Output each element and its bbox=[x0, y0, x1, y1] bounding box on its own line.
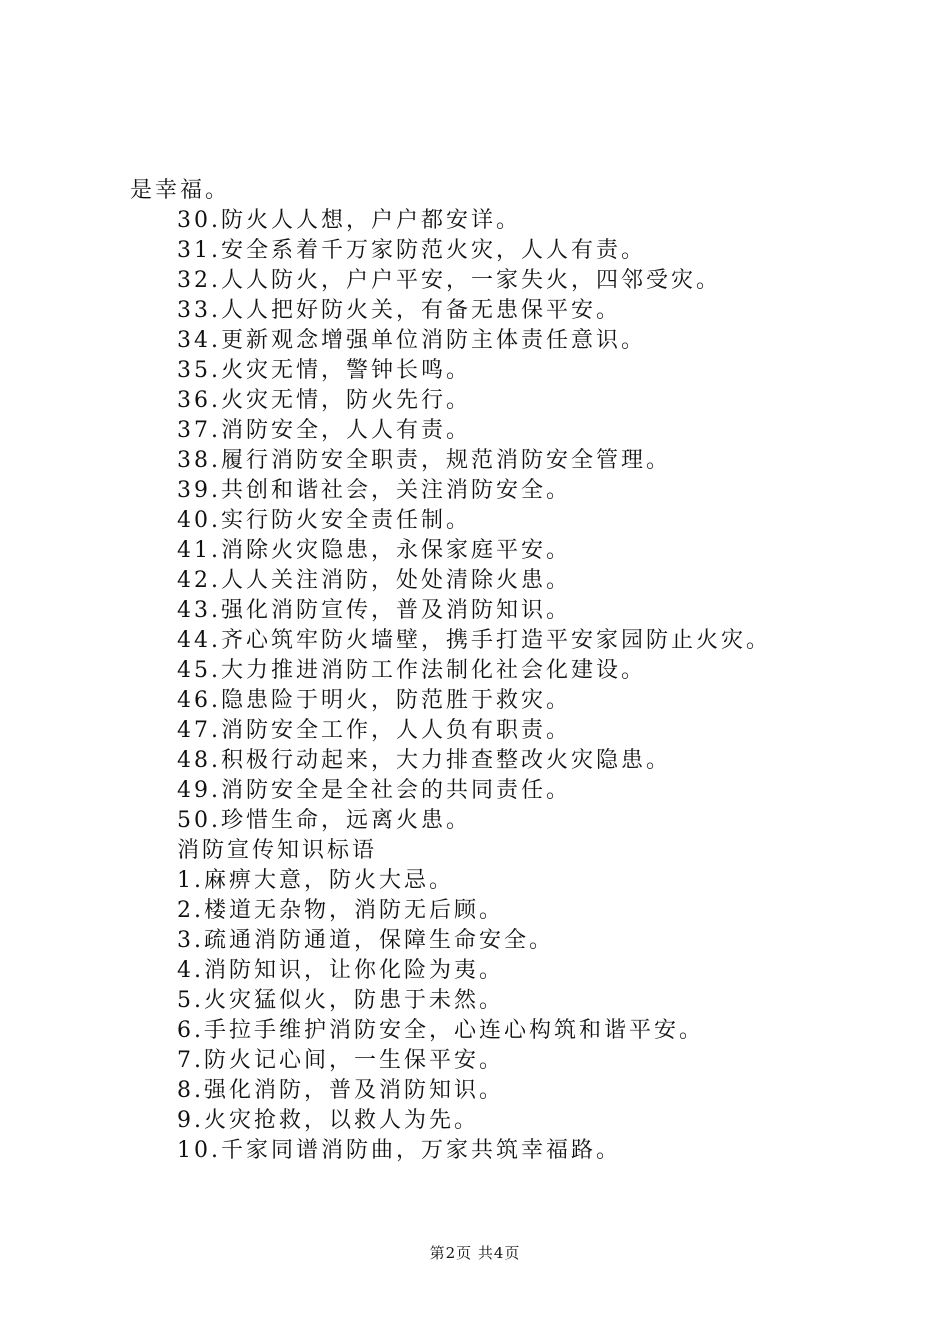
slogan-item: 35.火灾无情，警钟长鸣。 bbox=[177, 358, 471, 383]
page-footer: 第2页 共4页 bbox=[429, 1244, 521, 1262]
slogan-item: 3.疏通消防通道，保障生命安全。 bbox=[177, 928, 554, 953]
slogan-item: 48.积极行动起来，大力排查整改火灾隐患。 bbox=[177, 748, 671, 773]
slogan-item: 32.人人防火，户户平安，一家失火，四邻受灾。 bbox=[177, 268, 721, 293]
slogan-item: 47.消防安全工作，人人负有职责。 bbox=[177, 718, 571, 743]
continuation-text: 是幸福。 bbox=[130, 178, 231, 203]
slogan-item: 4.消防知识，让你化险为夷。 bbox=[177, 958, 504, 983]
slogan-item: 41.消除火灾隐患，永保家庭平安。 bbox=[177, 538, 571, 563]
slogan-item: 8.强化消防，普及消防知识。 bbox=[177, 1078, 504, 1103]
slogan-item: 2.楼道无杂物，消防无后顾。 bbox=[177, 898, 504, 923]
slogan-item: 46.隐患险于明火，防范胜于救灾。 bbox=[177, 688, 571, 713]
slogan-item: 6.手拉手维护消防安全，心连心构筑和谐平安。 bbox=[177, 1018, 704, 1043]
slogan-item: 44.齐心筑牢防火墙壁，携手打造平安家园防止火灾。 bbox=[177, 628, 771, 653]
slogan-item: 45.大力推进消防工作法制化社会化建设。 bbox=[177, 658, 646, 683]
slogan-item: 50.珍惜生命，远离火患。 bbox=[177, 808, 471, 833]
section-title: 消防宣传知识标语 bbox=[177, 838, 378, 863]
slogan-item: 34.更新观念增强单位消防主体责任意识。 bbox=[177, 328, 646, 353]
slogan-item: 5.火灾猛似火，防患于未然。 bbox=[177, 988, 504, 1013]
slogan-item: 10.千家同谱消防曲，万家共筑幸福路。 bbox=[177, 1138, 621, 1163]
slogan-item: 30.防火人人想，户户都安详。 bbox=[177, 208, 521, 233]
slogan-item: 42.人人关注消防，处处清除火患。 bbox=[177, 568, 571, 593]
slogan-item: 43.强化消防宣传，普及消防知识。 bbox=[177, 598, 571, 623]
slogan-item: 36.火灾无情，防火先行。 bbox=[177, 388, 471, 413]
slogan-item: 33.人人把好防火关，有备无患保平安。 bbox=[177, 298, 621, 323]
slogan-item: 9.火灾抢救，以救人为先。 bbox=[177, 1108, 479, 1133]
slogan-item: 40.实行防火安全责任制。 bbox=[177, 508, 471, 533]
slogan-item: 49.消防安全是全社会的共同责任。 bbox=[177, 778, 571, 803]
slogan-item: 37.消防安全，人人有责。 bbox=[177, 418, 471, 443]
slogan-item: 39.共创和谐社会，关注消防安全。 bbox=[177, 478, 571, 503]
slogan-item: 7.防火记心间，一生保平安。 bbox=[177, 1048, 504, 1073]
slogan-item: 1.麻痹大意，防火大忌。 bbox=[177, 868, 454, 893]
slogan-item: 31.安全系着千万家防范火灾，人人有责。 bbox=[177, 238, 646, 263]
slogan-item: 38.履行消防安全职责，规范消防安全管理。 bbox=[177, 448, 671, 473]
